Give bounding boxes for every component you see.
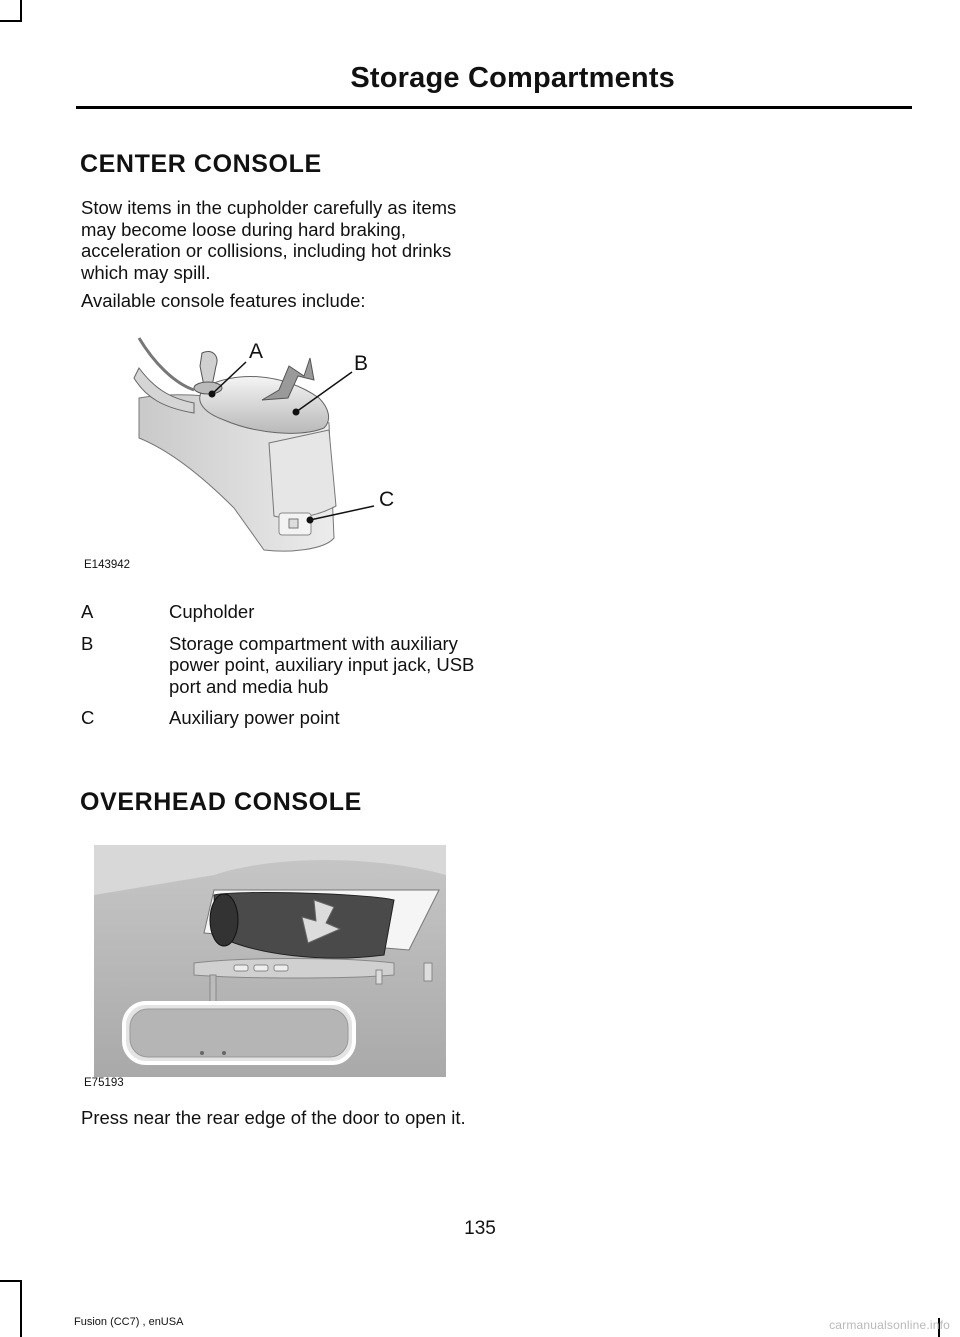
callout-b: B xyxy=(354,352,369,375)
legend-key: A xyxy=(81,601,94,622)
overhead-console-heading: OVERHEAD CONSOLE xyxy=(80,788,362,816)
legend-key: B xyxy=(81,632,94,654)
crop-mark-top-left-h xyxy=(0,20,22,22)
legend-row xyxy=(81,633,481,698)
legend-description: Storage compartment with auxiliary power point, auxiliary input jack, USB port and media hub xyxy=(169,632,475,697)
crop-mark-top-left-v xyxy=(20,0,22,20)
crop-mark-bottom-left-v xyxy=(20,1280,22,1337)
legend-row xyxy=(81,707,481,729)
overhead-console-instruction: Press near the rear edge of the door to open it. xyxy=(81,1107,466,1128)
legend-key: C xyxy=(81,707,95,728)
legend-description: Auxiliary power point xyxy=(169,707,340,728)
page-number: 135 xyxy=(464,1218,496,1239)
center-console-legend xyxy=(81,601,481,739)
watermark: carmanualsonline.info xyxy=(829,1318,950,1332)
center-console-figure-id: E143942 xyxy=(84,559,131,571)
legend-description: Cupholder xyxy=(169,601,255,622)
callout-c: C xyxy=(379,488,395,511)
overhead-console-figure-id: E75193 xyxy=(84,1077,124,1089)
console-features-intro: Available console features include: xyxy=(81,290,366,311)
overhead-console-illustration xyxy=(94,845,446,1077)
crop-mark-bottom-left-h xyxy=(0,1280,22,1282)
callout-a: A xyxy=(249,340,264,363)
page-header-title: Storage Compartments xyxy=(350,62,675,94)
center-console-illustration xyxy=(84,328,484,568)
center-console-heading: CENTER CONSOLE xyxy=(80,150,322,178)
header-rule xyxy=(76,106,912,109)
legend-row xyxy=(81,601,481,623)
center-console-warning-text: Stow items in the cupholder carefully as items may become loose during hard braking, acceleration or collisions, including hot drinks which may spill. xyxy=(81,197,457,283)
footer-model: Fusion (CC7) , enUSA xyxy=(74,1316,184,1328)
